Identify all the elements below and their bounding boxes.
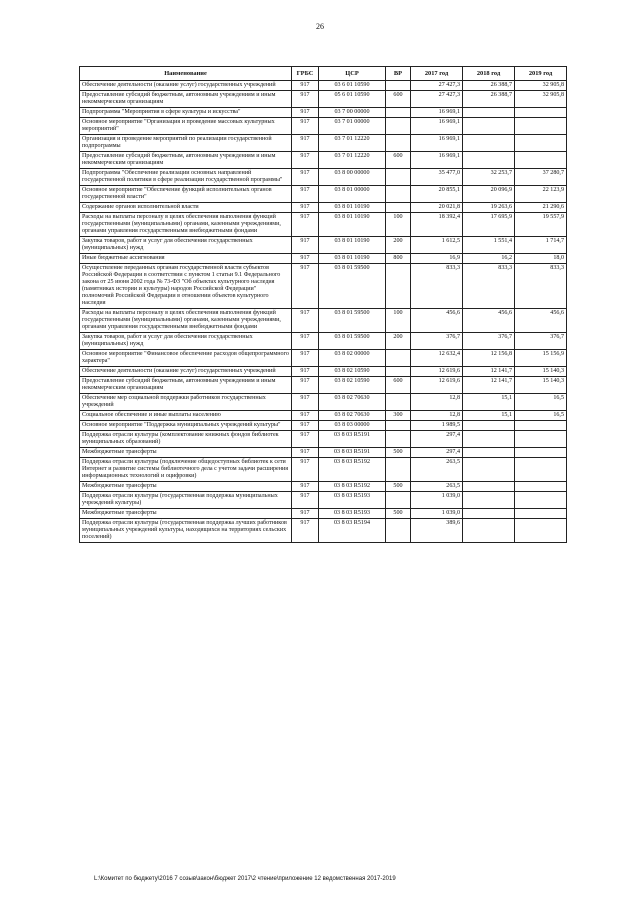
cell-y2017: 376,7 (411, 333, 463, 350)
cell-vr: 100 (386, 309, 411, 333)
cell-vr (386, 367, 411, 377)
cell-grbs: 917 (292, 91, 319, 108)
cell-csr: 03 8 02 10590 (319, 377, 386, 394)
cell-y2018 (463, 519, 515, 543)
cell-vr (386, 519, 411, 543)
cell-grbs: 917 (292, 237, 319, 254)
cell-y2018: 26 388,7 (463, 81, 515, 91)
cell-grbs: 917 (292, 169, 319, 186)
cell-y2017: 263,5 (411, 458, 463, 482)
cell-name: Организация и проведение мероприятий по реализации государственной подпрограммы (80, 135, 292, 152)
cell-csr: 03 8 01 10190 (319, 237, 386, 254)
cell-name: Подпрограмма "Мероприятия в сфере культуры и искусства" (80, 108, 292, 118)
cell-grbs: 917 (292, 333, 319, 350)
cell-grbs: 917 (292, 264, 319, 309)
col-header-2017: 2017 год (411, 67, 463, 81)
cell-y2019: 456,6 (515, 309, 567, 333)
col-header-grbs: ГРБС (292, 67, 319, 81)
col-header-name: Наименование (80, 67, 292, 81)
table-row (80, 411, 567, 421)
cell-grbs: 917 (292, 254, 319, 264)
cell-name: Обеспечение мер социальной поддержки работников государственных учреждений (80, 394, 292, 411)
cell-grbs: 917 (292, 350, 319, 367)
cell-y2017: 20 855,1 (411, 186, 463, 203)
table-row (80, 519, 567, 543)
cell-y2017: 27 427,3 (411, 91, 463, 108)
cell-y2017: 12 632,4 (411, 350, 463, 367)
table-row (80, 350, 567, 367)
cell-name: Расходы на выплаты персоналу в целях обеспечения выполнения функций государственными (муниципальными) органами, казенными учреждениями, органами управления государственными внебюджетными фондами (80, 213, 292, 237)
cell-y2018: 12 141,7 (463, 367, 515, 377)
cell-y2017: 16 969,1 (411, 108, 463, 118)
cell-name: Подпрограмма "Обеспечение реализации основных направлений государственной политики в сфере реализации государственной программы" (80, 169, 292, 186)
cell-grbs: 917 (292, 367, 319, 377)
cell-y2019 (515, 458, 567, 482)
cell-csr: 03 8 02 70630 (319, 394, 386, 411)
cell-y2019 (515, 135, 567, 152)
cell-grbs: 917 (292, 458, 319, 482)
table-row (80, 254, 567, 264)
cell-csr: 03 8 03 R5192 (319, 458, 386, 482)
cell-y2019 (515, 519, 567, 543)
cell-y2017: 1 039,0 (411, 509, 463, 519)
cell-y2018 (463, 492, 515, 509)
cell-grbs: 917 (292, 213, 319, 237)
cell-grbs: 917 (292, 509, 319, 519)
cell-y2017: 1 612,5 (411, 237, 463, 254)
table-row (80, 458, 567, 482)
cell-vr: 600 (386, 377, 411, 394)
cell-y2019 (515, 492, 567, 509)
cell-y2019 (515, 448, 567, 458)
cell-vr (386, 492, 411, 509)
cell-y2018 (463, 108, 515, 118)
cell-y2018: 17 695,9 (463, 213, 515, 237)
cell-y2018 (463, 152, 515, 169)
cell-name: Межбюджетные трансферты (80, 448, 292, 458)
cell-y2018: 456,6 (463, 309, 515, 333)
cell-y2018: 12 141,7 (463, 377, 515, 394)
cell-csr: 03 8 01 10190 (319, 213, 386, 237)
cell-y2019: 22 123,9 (515, 186, 567, 203)
cell-name: Осуществление переданных органам государственной власти субъектов Российской Федерации в соответствии с пунктом 1 статьи 9.1 Федерального закона от 25 июня 2002 года № 73-ФЗ "Об объектах культурного наследия (памятниках истории и культуры) народов Российской Федерации" полномочий Российской Федерации в отношении объектов культурного наследия (80, 264, 292, 309)
cell-csr: 03 8 03 R5193 (319, 492, 386, 509)
cell-name: Межбюджетные трансферты (80, 482, 292, 492)
cell-csr: 03 6 01 10590 (319, 81, 386, 91)
cell-y2019: 19 557,9 (515, 213, 567, 237)
cell-name: Основное мероприятие "Поддержка муниципальных учреждений культуры" (80, 421, 292, 431)
cell-y2018: 1 551,4 (463, 237, 515, 254)
col-header-2018: 2018 год (463, 67, 515, 81)
cell-vr (386, 135, 411, 152)
cell-y2019 (515, 108, 567, 118)
cell-y2019: 18,0 (515, 254, 567, 264)
cell-y2017: 16 969,1 (411, 135, 463, 152)
cell-vr (386, 264, 411, 309)
cell-y2019: 37 280,7 (515, 169, 567, 186)
cell-name: Обеспечение деятельности (оказание услуг) государственных учреждений (80, 367, 292, 377)
cell-csr: 03 8 01 10190 (319, 203, 386, 213)
cell-y2018 (463, 448, 515, 458)
cell-grbs: 917 (292, 482, 319, 492)
cell-y2019: 16,5 (515, 411, 567, 421)
cell-vr (386, 421, 411, 431)
file-path-footer: L:\Комитет по бюджету\2016 7 созыв\закон\бюджет 2017\2 чтение\приложение 12 ведомственная 2017-2019 (94, 876, 396, 882)
cell-name: Закупка товаров, работ и услуг для обеспечения государственных (муниципальных) нужд (80, 237, 292, 254)
cell-vr: 600 (386, 91, 411, 108)
table-row (80, 213, 567, 237)
cell-grbs: 917 (292, 377, 319, 394)
cell-csr: 03 8 02 10590 (319, 367, 386, 377)
cell-y2019: 1 714,7 (515, 237, 567, 254)
cell-y2017: 12,8 (411, 394, 463, 411)
cell-y2018 (463, 118, 515, 135)
cell-y2019: 32 905,8 (515, 81, 567, 91)
cell-y2018: 26 388,7 (463, 91, 515, 108)
cell-y2018 (463, 509, 515, 519)
cell-csr: 05 6 01 10590 (319, 91, 386, 108)
cell-grbs: 917 (292, 394, 319, 411)
cell-y2019 (515, 431, 567, 448)
table-row (80, 203, 567, 213)
cell-y2019: 21 290,6 (515, 203, 567, 213)
table-row (80, 509, 567, 519)
cell-vr: 200 (386, 333, 411, 350)
cell-y2018: 12 156,8 (463, 350, 515, 367)
table-row (80, 421, 567, 431)
cell-csr: 03 8 03 R5191 (319, 431, 386, 448)
cell-vr: 300 (386, 411, 411, 421)
cell-csr: 03 7 01 00000 (319, 118, 386, 135)
cell-y2018: 32 253,7 (463, 169, 515, 186)
cell-y2018 (463, 431, 515, 448)
cell-y2017: 12 619,6 (411, 367, 463, 377)
cell-y2017: 16 969,1 (411, 118, 463, 135)
cell-name: Основное мероприятие "Обеспечение функций исполнительных органов государственной власти" (80, 186, 292, 203)
cell-y2018: 15,1 (463, 394, 515, 411)
cell-vr (386, 350, 411, 367)
table-row (80, 186, 567, 203)
cell-y2018: 19 263,6 (463, 203, 515, 213)
cell-y2019: 16,5 (515, 394, 567, 411)
table-row (80, 237, 567, 254)
cell-y2017: 297,4 (411, 448, 463, 458)
cell-grbs: 917 (292, 108, 319, 118)
table-row (80, 118, 567, 135)
cell-name: Расходы на выплаты персоналу в целях обеспечения выполнения функций государственными (муниципальными) органами, казенными учреждениями, органами управления государственными внебюджетными фондами (80, 309, 292, 333)
cell-grbs: 917 (292, 186, 319, 203)
cell-name: Обеспечение деятельности (оказание услуг) государственных учреждений (80, 81, 292, 91)
cell-y2017: 12 619,6 (411, 377, 463, 394)
cell-grbs: 917 (292, 411, 319, 421)
cell-y2017: 389,6 (411, 519, 463, 543)
cell-y2018 (463, 482, 515, 492)
cell-name: Поддержка отрасли культуры (государственная поддержка муниципальных учреждений культуры) (80, 492, 292, 509)
cell-csr: 03 8 01 59500 (319, 309, 386, 333)
cell-csr: 03 8 01 59500 (319, 264, 386, 309)
table-row (80, 152, 567, 169)
table-row (80, 448, 567, 458)
cell-y2019: 15 140,3 (515, 377, 567, 394)
cell-y2017: 1 989,5 (411, 421, 463, 431)
cell-y2017: 18 392,4 (411, 213, 463, 237)
table-row (80, 377, 567, 394)
cell-vr (386, 81, 411, 91)
cell-y2017: 833,3 (411, 264, 463, 309)
cell-vr: 500 (386, 482, 411, 492)
cell-name: Поддержка отрасли культуры (государственная поддержка лучших работников муниципальных учреждений культуры, находящихся на территориях сельских поселений) (80, 519, 292, 543)
cell-vr (386, 108, 411, 118)
cell-y2019 (515, 421, 567, 431)
cell-grbs: 917 (292, 118, 319, 135)
cell-y2018: 15,1 (463, 411, 515, 421)
cell-vr: 600 (386, 152, 411, 169)
cell-y2017: 1 039,0 (411, 492, 463, 509)
cell-y2019: 15 156,9 (515, 350, 567, 367)
table-row (80, 367, 567, 377)
cell-y2019: 376,7 (515, 333, 567, 350)
cell-vr (386, 458, 411, 482)
cell-name: Поддержка отрасли культуры (подключение общедоступных библиотек к сети Интернет и развитие системы библиотечного дела с учетом задачи расширения информационных технологий и оцифровки) (80, 458, 292, 482)
cell-vr (386, 431, 411, 448)
cell-vr (386, 186, 411, 203)
cell-grbs: 917 (292, 203, 319, 213)
cell-csr: 03 8 02 00000 (319, 350, 386, 367)
table-row (80, 135, 567, 152)
cell-y2017: 16 969,1 (411, 152, 463, 169)
cell-y2017: 12,8 (411, 411, 463, 421)
cell-y2017: 20 021,8 (411, 203, 463, 213)
cell-y2018 (463, 421, 515, 431)
cell-y2019: 15 140,3 (515, 367, 567, 377)
table-row (80, 394, 567, 411)
cell-csr: 03 7 01 12220 (319, 135, 386, 152)
cell-csr: 03 8 03 R5192 (319, 482, 386, 492)
cell-csr: 03 8 01 10190 (319, 254, 386, 264)
cell-y2019 (515, 509, 567, 519)
table-row (80, 108, 567, 118)
cell-name: Социальное обеспечение и иные выплаты населению (80, 411, 292, 421)
cell-name: Основное мероприятие "Финансовое обеспечение расходов общепрограммного характера" (80, 350, 292, 367)
cell-y2017: 456,6 (411, 309, 463, 333)
cell-csr: 03 8 03 R5194 (319, 519, 386, 543)
table-header-row (80, 67, 567, 81)
table-row (80, 81, 567, 91)
table-row (80, 333, 567, 350)
cell-name: Содержание органов исполнительной власти (80, 203, 292, 213)
cell-y2018: 20 096,9 (463, 186, 515, 203)
cell-csr: 03 7 00 00000 (319, 108, 386, 118)
budget-table (79, 66, 567, 543)
cell-grbs: 917 (292, 421, 319, 431)
col-header-2019: 2019 год (515, 67, 567, 81)
cell-grbs: 917 (292, 492, 319, 509)
cell-grbs: 917 (292, 309, 319, 333)
cell-vr (386, 394, 411, 411)
table-row (80, 309, 567, 333)
page-number: 26 (316, 22, 324, 31)
cell-vr (386, 118, 411, 135)
cell-y2017: 27 427,3 (411, 81, 463, 91)
cell-csr: 03 8 01 00000 (319, 186, 386, 203)
cell-y2018: 16,2 (463, 254, 515, 264)
cell-name: Предоставление субсидий бюджетным, автономным учреждениям и иным некоммерческим организациям (80, 377, 292, 394)
cell-grbs: 917 (292, 519, 319, 543)
cell-vr: 100 (386, 213, 411, 237)
cell-grbs: 917 (292, 431, 319, 448)
table-row (80, 482, 567, 492)
cell-csr: 03 8 03 R5191 (319, 448, 386, 458)
cell-name: Поддержка отрасли культуры (комплектование книжных фондов библиотек муниципальных образований) (80, 431, 292, 448)
cell-y2018 (463, 458, 515, 482)
cell-name: Закупка товаров, работ и услуг для обеспечения государственных (муниципальных) нужд (80, 333, 292, 350)
cell-y2019: 833,3 (515, 264, 567, 309)
cell-vr (386, 203, 411, 213)
table-row (80, 169, 567, 186)
cell-y2019 (515, 152, 567, 169)
table-row (80, 492, 567, 509)
cell-csr: 03 8 02 70630 (319, 411, 386, 421)
cell-name: Предоставление субсидий бюджетным, автономным учреждениям и иным некоммерческим организациям (80, 91, 292, 108)
cell-csr: 03 8 01 59500 (319, 333, 386, 350)
cell-y2018: 376,7 (463, 333, 515, 350)
table-row (80, 264, 567, 309)
cell-grbs: 917 (292, 135, 319, 152)
cell-y2017: 263,5 (411, 482, 463, 492)
table-row (80, 431, 567, 448)
cell-grbs: 917 (292, 81, 319, 91)
cell-csr: 03 8 03 00000 (319, 421, 386, 431)
cell-grbs: 917 (292, 448, 319, 458)
cell-name: Межбюджетные трансферты (80, 509, 292, 519)
cell-y2017: 35 477,0 (411, 169, 463, 186)
cell-name: Основное мероприятие "Организация и проведение массовых культурных мероприятий" (80, 118, 292, 135)
cell-vr: 500 (386, 509, 411, 519)
cell-y2019 (515, 482, 567, 492)
cell-csr: 03 7 01 12220 (319, 152, 386, 169)
cell-name: Иные бюджетные ассигнования (80, 254, 292, 264)
cell-grbs: 917 (292, 152, 319, 169)
cell-y2019 (515, 118, 567, 135)
cell-y2019: 32 905,8 (515, 91, 567, 108)
cell-y2017: 297,4 (411, 431, 463, 448)
cell-y2018 (463, 135, 515, 152)
cell-y2018: 833,3 (463, 264, 515, 309)
cell-name: Предоставление субсидий бюджетным, автономным учреждениям и иным некоммерческим организациям (80, 152, 292, 169)
cell-vr (386, 169, 411, 186)
cell-vr: 200 (386, 237, 411, 254)
cell-csr: 03 8 03 R5193 (319, 509, 386, 519)
cell-y2017: 16,9 (411, 254, 463, 264)
col-header-vr: ВР (386, 67, 411, 81)
cell-vr: 800 (386, 254, 411, 264)
cell-csr: 03 8 00 00000 (319, 169, 386, 186)
table-row (80, 91, 567, 108)
cell-vr: 500 (386, 448, 411, 458)
col-header-csr: ЦСР (319, 67, 386, 81)
